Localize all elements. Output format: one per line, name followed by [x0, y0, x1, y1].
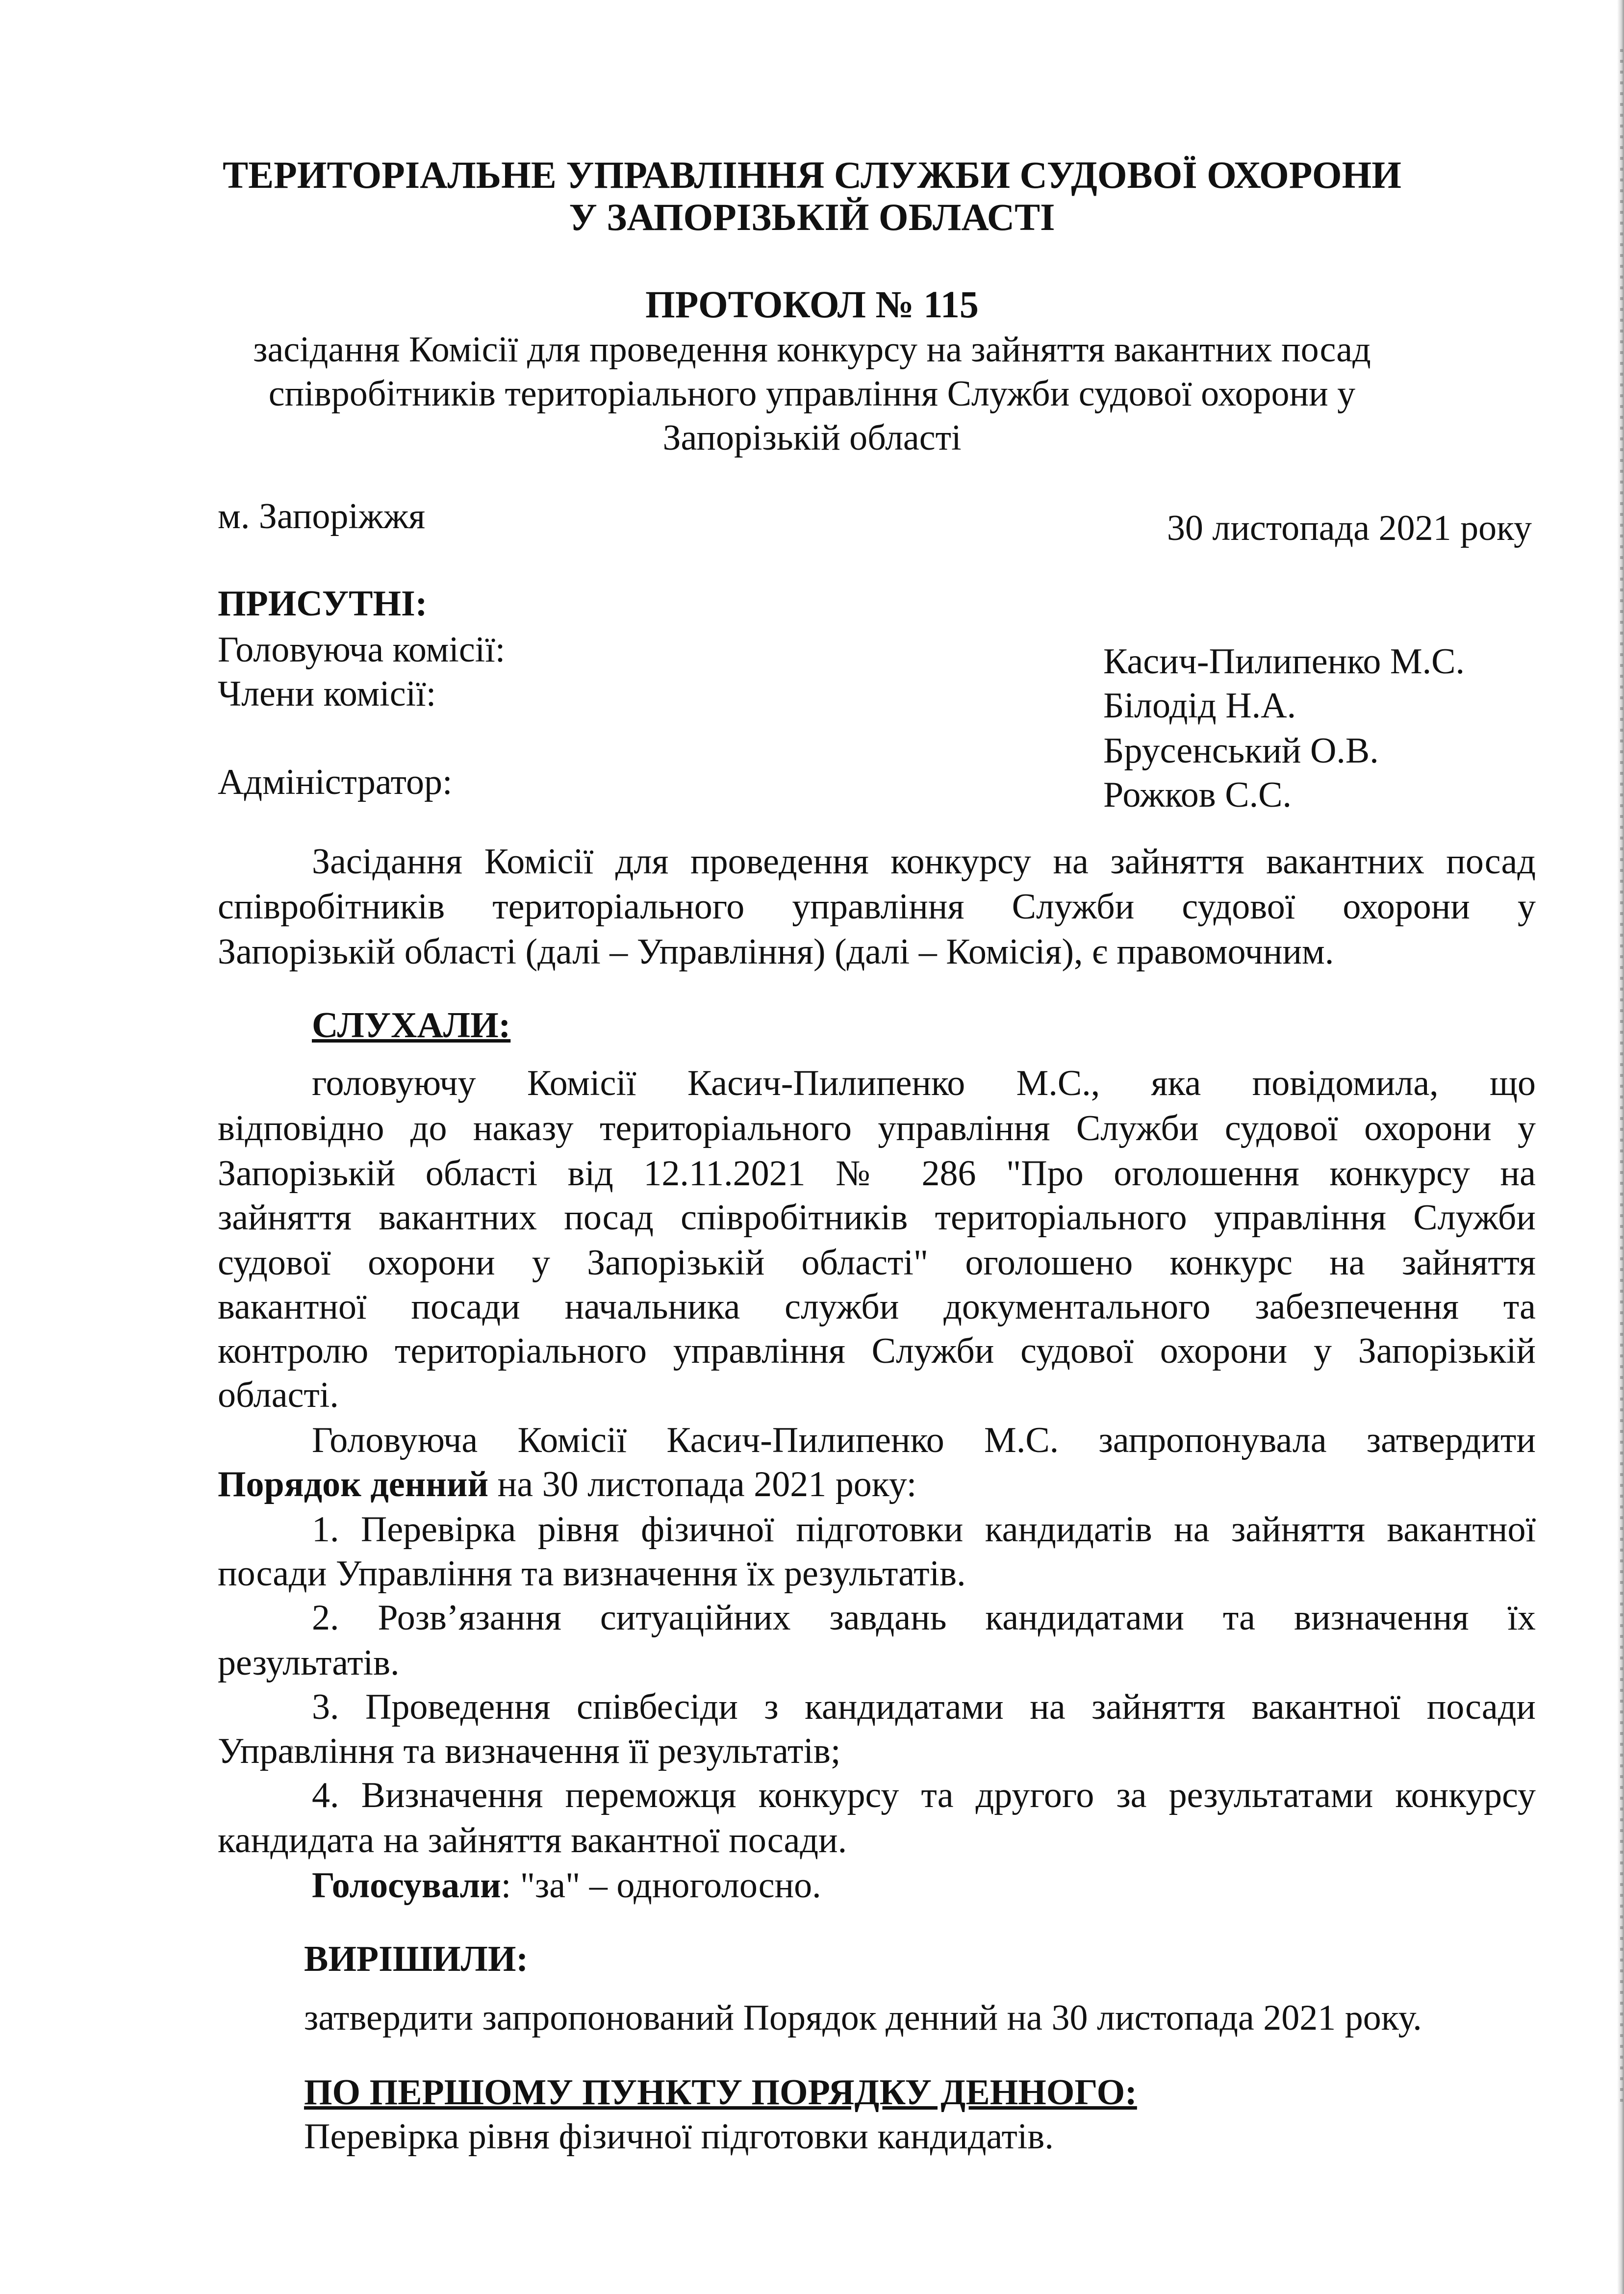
agenda-item-line: 3. Проведення співбесіди з кандидатами на зайняття вакантної посади — [312, 1687, 1536, 1727]
agenda-intro: Головуюча Комісії Касич-Пилипенко М.С. запропонувала затвердити — [312, 1420, 1536, 1460]
agenda-item-line: результатів. — [218, 1643, 400, 1683]
admin-name: Рожков С.С. — [1103, 775, 1292, 815]
quorum-line: співробітників територіального управління Служби судової охорони у — [218, 887, 1536, 927]
heard-line: головуючу Комісії Касич-Пилипенко М.С., яка повідомила, що — [312, 1063, 1536, 1103]
agenda-label: Порядок денний — [218, 1464, 489, 1504]
admin-label: Адміністратор: — [218, 762, 453, 802]
vote-line — [312, 1867, 821, 1904]
heard-line: області. — [218, 1375, 339, 1415]
agenda-item-line: Управління та визначення її результатів; — [218, 1731, 841, 1771]
heard-line: Запорізькій області від 12.11.2021 № 286 "Про оголошення конкурсу на — [218, 1153, 1536, 1194]
member-name: Білодід Н.А. — [1103, 686, 1296, 726]
agenda-intro-continued — [218, 1466, 916, 1503]
first-item-text: Перевірка рівня фізичної підготовки кандидатів. — [304, 2116, 1054, 2157]
agenda-date-text: на 30 листопада 2021 року: — [488, 1464, 917, 1504]
protocol-number: ПРОТОКОЛ № 115 — [645, 283, 979, 326]
agenda-item-line: 1. Перевірка рівня фізичної підготовки кандидатів на зайняття вакантної — [312, 1509, 1536, 1550]
agenda-item-line: кандидата на зайняття вакантної посади. — [218, 1820, 847, 1861]
agenda-item-line: 4. Визначення переможця конкурсу та другого за результатами конкурсу — [312, 1775, 1536, 1815]
chair-label: Головуюча комісії: — [218, 630, 506, 670]
members-label: Члени комісії: — [218, 674, 436, 714]
heard-line: вакантної посади начальника служби документального забезпечення та — [218, 1287, 1536, 1327]
org-title-line1: ТЕРИТОРІАЛЬНЕ УПРАВЛІННЯ СЛУЖБИ СУДОВОЇ ОХОРОНИ — [223, 153, 1401, 196]
protocol-subtitle-line3: Запорізькій області — [662, 418, 962, 458]
member-name: Брусенський О.В. — [1103, 731, 1379, 771]
heard-line: судової охорони у Запорізькій області" оголошено конкурс на зайняття — [218, 1243, 1536, 1283]
place: м. Запоріжжя — [218, 496, 426, 536]
decided-heading: ВИРІШИЛИ: — [304, 1939, 529, 1979]
heard-line: контролю територіального управління Служби судової охорони у Запорізькій — [218, 1331, 1536, 1371]
protocol-subtitle-line2: співробітників територіального управління Служби судової охорони у — [268, 374, 1356, 414]
heard-heading: СЛУХАЛИ: — [312, 1005, 511, 1045]
agenda-item-line: посади Управління та визначення їх результатів. — [218, 1554, 966, 1594]
agenda-item-line: 2. Розв’язання ситуаційних завдань кандидатами та визначення їх — [312, 1598, 1536, 1638]
chair-name: Касич-Пилипенко М.С. — [1103, 641, 1465, 682]
date: 30 листопада 2021 року — [1167, 508, 1532, 548]
org-title-line2: У ЗАПОРІЗЬКІЙ ОБЛАСТІ — [569, 196, 1055, 238]
quorum-line: Засідання Комісії для проведення конкурсу на зайняття вакантних посад — [312, 841, 1536, 882]
present-heading: ПРИСУТНІ: — [218, 584, 428, 624]
decided-text: затвердити запропонований Порядок денний на 30 листопада 2021 року. — [304, 1998, 1422, 2038]
heard-line: відповідно до наказу територіального управління Служби судової охорони у — [218, 1108, 1536, 1148]
vote-result: : "за" – одноголосно. — [501, 1865, 821, 1906]
quorum-line: Запорізькій області (далі – Управління) (далі – Комісія), є правомочним. — [218, 932, 1334, 972]
first-item-heading: ПО ПЕРШОМУ ПУНКТУ ПОРЯДКУ ДЕННОГО: — [304, 2072, 1137, 2113]
protocol-subtitle-line1: засідання Комісії для проведення конкурсу на зайняття вакантних посад — [253, 330, 1371, 370]
heard-line: зайняття вакантних посад співробітників територіального управління Служби — [218, 1198, 1536, 1238]
vote-label: Голосували — [312, 1865, 501, 1906]
